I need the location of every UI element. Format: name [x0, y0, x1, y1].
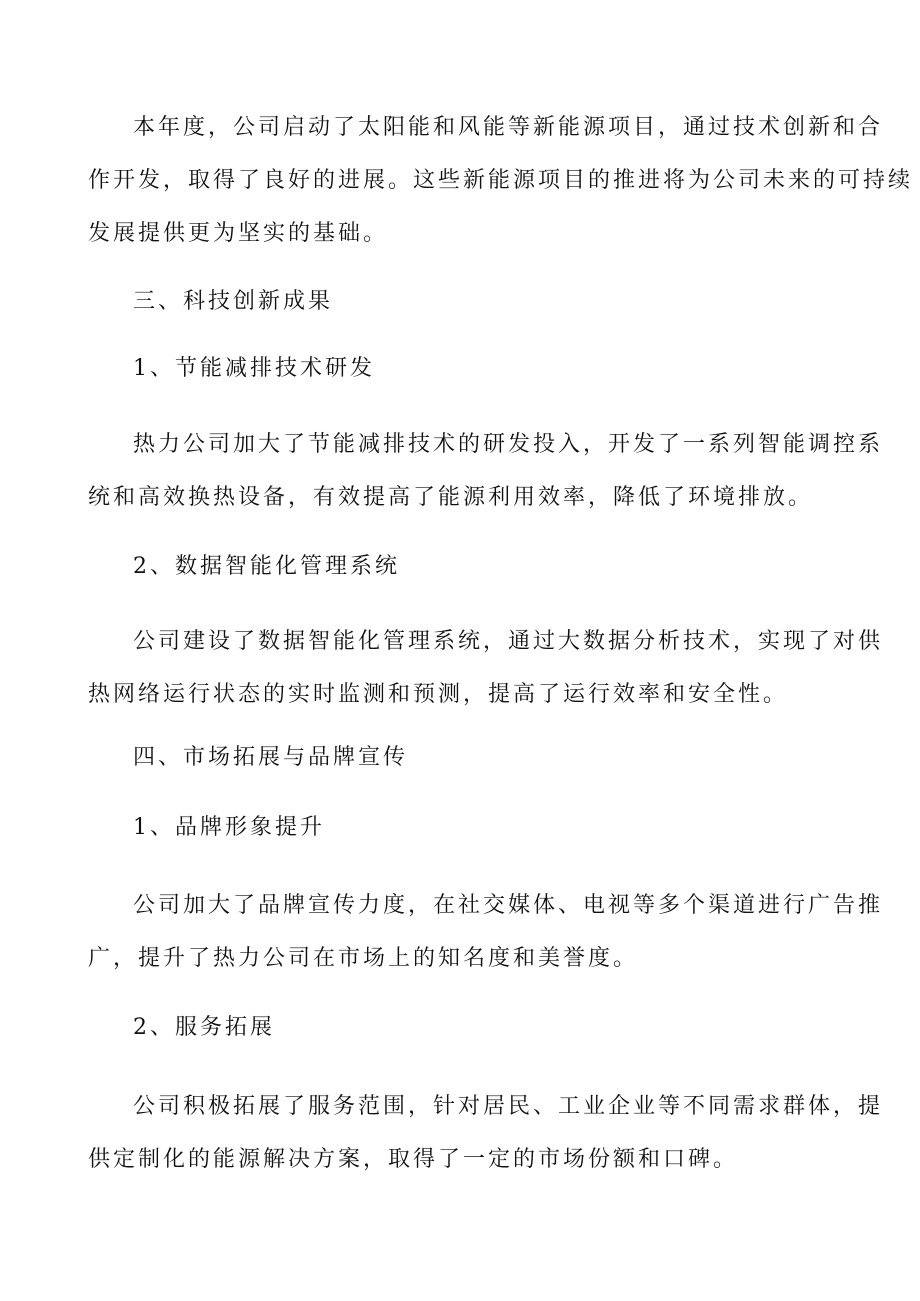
paragraph-line: 发展提供更为坚实的基础。 — [88, 221, 389, 246]
section-subheading: 2、数据智能化管理系统 — [133, 554, 400, 579]
section-subheading: 2、服务拓展 — [133, 1015, 275, 1040]
paragraph-line: 统和高效换热设备，有效提高了能源利用效率，降低了环境排放。 — [88, 485, 814, 510]
section-subheading: 1、品牌形象提升 — [133, 815, 325, 840]
paragraph-line: 公司加大了品牌宣传力度，在社交媒体、电视等多个渠道进行广告推 — [133, 893, 884, 918]
paragraph-line: 本年度，公司启动了太阳能和风能等新能源项目，通过技术创新和合 — [133, 115, 884, 140]
paragraph-line: 热网络运行状态的实时监测和预测，提高了运行效率和安全性。 — [88, 682, 789, 707]
paragraph-line: 公司积极拓展了服务范围，针对居民、工业企业等不同需求群体，提 — [133, 1094, 884, 1119]
paragraph-line: 作开发，取得了良好的进展。这些新能源项目的推进将为公司未来的可持续 — [88, 168, 914, 193]
paragraph-line: 广，提升了热力公司在市场上的知名度和美誉度。 — [88, 946, 639, 971]
paragraph-line: 公司建设了数据智能化管理系统，通过大数据分析技术，实现了对供 — [133, 629, 884, 654]
paragraph-line: 供定制化的能源解决方案，取得了一定的市场份额和口碑。 — [88, 1147, 739, 1172]
section-subheading: 1、节能减排技术研发 — [133, 356, 375, 381]
paragraph-line: 热力公司加大了节能减排技术的研发投入，开发了一系列智能调控系 — [133, 432, 884, 457]
section-heading: 四、市场拓展与品牌宣传 — [133, 745, 409, 770]
section-heading: 三、科技创新成果 — [133, 289, 334, 314]
